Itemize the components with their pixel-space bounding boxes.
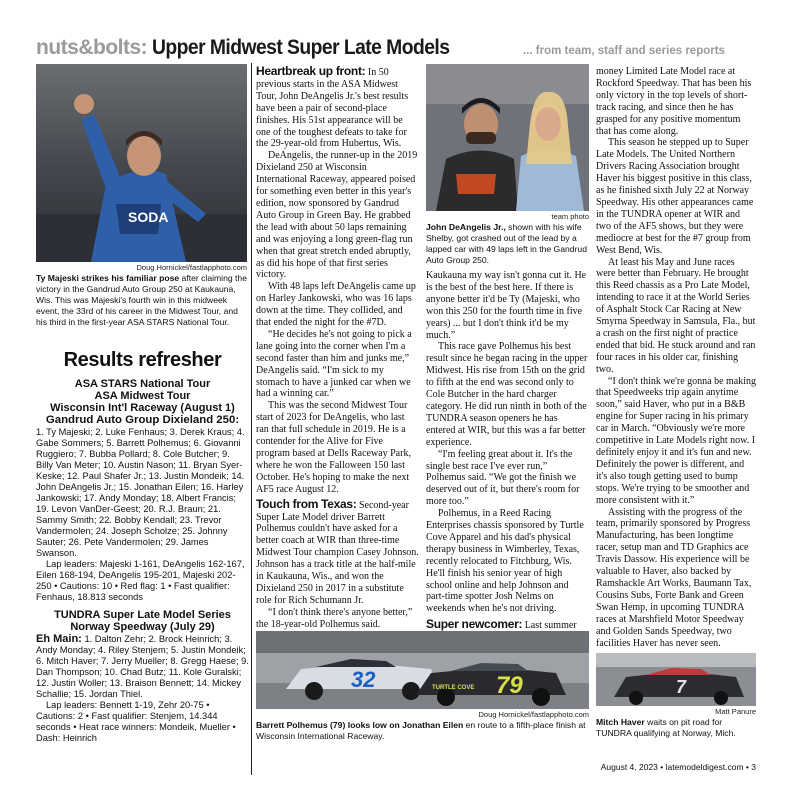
deangelis-photo bbox=[426, 64, 589, 211]
results-event1-leaders: Lap leaders: Majeski 1-161, DeAngelis 162-167, Eilen 168-194, DeAngelis 195-201, Majeski 202-250 • Cautions: 10 • Red flag: 1 • Fast qualifier: Fenhaus, 18.813 seconds bbox=[36, 559, 245, 602]
col4-para-5: Assisting with the progress of the team, primarily sponsored by Progress Manufacturing, has been longtime racer, setup man and TD Graphics ace Travis Dassow. His experience will be valuable to Haver, also backed by Ramshackle Art Works, Baumann Tax, Cousins Subs, Forte Bank and Green Swan Hemp, in upcoming TUNDRA races at Marshfield Motor Speedway and Golden Sands Speedway, two facilities Haver has never seen. bbox=[596, 506, 752, 649]
majeski-caption-text: after claiming the victory in the Gandrud Auto Group 250 at Kaukauna, Wis. This was Majeski's fourth win in this midweek event, the 33rd of his career in the Midwest Tour, and his third in the first-year ASA STARS National Tour. bbox=[36, 273, 247, 327]
results-event2-body bbox=[36, 633, 249, 744]
results-event2-finish: 1. Dalton Zehr; 2. Brock Heinrich; 3. Andy Monday; 4. Riley Stenjem; 5. Justin Mondeik; 6. Mitch Haver; 7. Jerry Mueller; 8. Gregg Haese; 9. Dan Thompson; 10. Chad Butz; 11. Kole Guralski; 12. Justin Woller; 13. Braison Bennett; 14. Mickey Schallie; 15. Jordan Thiel. bbox=[36, 634, 249, 699]
results-event1-body bbox=[36, 427, 249, 603]
deangelis-photo-image bbox=[426, 64, 589, 211]
cars-photo-credit: Doug Hornickel/fastlapphoto.com bbox=[478, 710, 589, 719]
heartbreak-para-3: With 48 laps left DeAngelis came up on Harley Jankowski, who was 16 laps down at the time. They collided, and that ended the night for the #7D. bbox=[256, 281, 416, 329]
haver-photo-credit: Matt Panure bbox=[715, 707, 756, 716]
col4-para-1: money Limited Late Model race at Rockford Speedway. That has been his only victory in the top levels of short-track racing, and since then he has grasped for any positive momentum that has come along. bbox=[596, 66, 752, 137]
haver-caption-bold: Mitch Haver bbox=[596, 717, 645, 727]
deangelis-photo-credit: team photo bbox=[551, 212, 589, 221]
col3-para-2: This race gave Polhemus his best result since he began racing in the upper Midwest. His rise from 15th on the grid to fifth at the end was second only to Cole Butcher in the hard charger category. He did run ninth in both of the TUNDRA season openers he has entered at WIR, but this was a far better experience. bbox=[426, 341, 588, 448]
heartbreak-para-4: “He decides he's not going to pick a lane going into the corner when I'm a second faster than him and junks me,” DeAngelis said. “I'm sick to my stomach to have a junked car when we had a winning car.” bbox=[256, 328, 412, 400]
haver-car-number: 7 bbox=[676, 677, 687, 697]
deangelis-caption bbox=[426, 222, 592, 266]
results-heading-norway: Norway Speedway (July 29) bbox=[70, 621, 215, 633]
deangelis-caption-text: shown with his wife Shelby, got crashed out of the lead by a lapped car with 49 laps left in the Gandrud Auto Group 250. bbox=[426, 222, 587, 265]
deangelis-caption-bold: John DeAngelis Jr., bbox=[426, 222, 506, 232]
page-header bbox=[36, 36, 756, 60]
majeski-photo-credit: Doug Hornickel/fastlapphoto.com bbox=[136, 263, 247, 272]
majeski-photo bbox=[36, 64, 247, 262]
page-title: Upper Midwest Super Late Models bbox=[152, 36, 450, 59]
results-event1-headings bbox=[36, 378, 249, 426]
heartbreak-heading: Heartbreak up front: bbox=[256, 64, 366, 78]
page-footer: August 4, 2023 • latemodeldigest.com • 3 bbox=[600, 762, 756, 772]
heartbreak-para-2: DeAngelis, the runner-up in the 2019 Dixieland 250 at Wisconsin International Raceway, appeared poised for something even better in this year's edition, now sponsored by Gandrud Auto Group in Green Bay. He grabbed the lead with about 50 laps remaining and was enjoying a long green-flag run when that great stretch ended abruptly, as did his hope of that first series victory. bbox=[256, 150, 418, 281]
cars-photo-image bbox=[256, 631, 589, 709]
touch-text-1: Second-year Super Late Model driver Barrett Polhemus couldn't have asked for a better coach at WIR than three-time Midwest Tour champion Casey Johnson. Johnson has a track title at the half-mile in Kaukauna, Wis., and won the Dixieland 250 in 2017 in a substitute role for Rich Schumann Jr. bbox=[256, 499, 419, 606]
haver-caption-text: waits on pit road for TUNDRA qualifying at Norway, Mich. bbox=[596, 717, 736, 738]
results-event2-leaders: Lap leaders: Bennett 1-19, Zehr 20-75 • Cautions: 2 • Fast qualifier: Stenjem, 14.344 seconds • Heat race winners: Mondeik, Mueller • Dash: Heinrich bbox=[36, 700, 236, 743]
col3-para-4: Polhemus, in a Reed Racing Enterprises chassis sponsored by Turtle Cove Apparel and his dad's physical therapy business in Wimberley, Texas, recently relocated to Fitchburg, Wis. He'll finish his senior year of high school online and help Johnson and part-time spotter Josh Nelms on weekends when he's not driving. bbox=[426, 508, 584, 615]
heartbreak-para-5: This was the second Midwest Tour start of 2023 for DeAngelis, who last ran that full schedule in 2019. He is a contender for the Alive for Five program based at Dells Raceway Park, where he won the Falloween 150 last October. He's hoping to make the next AF5 race August 12. bbox=[256, 400, 411, 495]
header-tagline: ... from team, staff and series reports bbox=[523, 45, 725, 57]
results-event1-finish: 1. Ty Majeski; 2. Luke Fenhaus; 3. Derek Kraus; 4. Gabe Sommers; 5. Barrett Polhemus; 6. Giovanni Ruggiero; 7. Bubba Pollard; 8. Cole Butcher; 9. Billy Van Meter; 10. Austin Nason; 11. Bryan Syer-Keske; 12. Paul Shafer Jr.; 13. Justin Mondeik; 14. John DeAngelis Jr.; 15. Jonathan Eilen; 16. Harley Jankowski; 17. Andy Monday; 18. Albert Francis; 19. Levon VanDer-Geest; 20. R.J. Braun; 21. Sammy Smith; 22. Bobby Kendall; 23. Trevor Vandermolen; 24. Joseph Scholze; 25. Johnny Sauter; 26. Pete Vandermolen; 29. James Swanson. bbox=[36, 427, 245, 558]
newcomer-text-1: Last summer bbox=[524, 620, 577, 632]
story-column-2 bbox=[256, 66, 419, 666]
story-column-3 bbox=[426, 270, 589, 644]
majeski-caption bbox=[36, 273, 249, 328]
story-column-4 bbox=[596, 66, 756, 649]
heartbreak-para-1 bbox=[256, 66, 419, 150]
col4-para-2: This season he stepped up to Super Late Models. The United Northern Drivers Racing Association brought Haver his biggest positive in this class, as he finished sixth July 22 at Norway Speedway. His other appearances came in the TUNDRA opener at WIR and two of the AF5 shows, but they were mediocre at best for the #7 group from West Bend, Wis. bbox=[596, 137, 754, 256]
results-heading-tundra: TUNDRA Super Late Model Series bbox=[54, 609, 231, 621]
col4-para-3: At least his May and June races were better than February. He brought this Reed chassis as a Pro Late Model, intending to race it at the World Series of Asphalt Stock Car Racing at New Smyrna Speedway in Samsula, Fla., but a crash on the first night of practice ended that bid. He stuck around and ran four races in his older car, finishing two. bbox=[596, 256, 756, 375]
results-event2-finish-para bbox=[36, 633, 249, 700]
results-heading-tour: ASA Midwest Tour bbox=[94, 390, 191, 402]
results-event2-main-label: Eh Main: bbox=[36, 633, 82, 645]
heartbreak-text-1: In 50 previous starts in the ASA Midwest Tour, John DeAngelis Jr.'s best results have been a pair of second-place finishes. His 51st appearance will be one of the toughest defeats to take for the 29-year-old from Hubertus, Wis. bbox=[256, 67, 409, 150]
cars-caption-bold: Barrett Polhemus (79) looks low on Jonathan Eilen bbox=[256, 720, 464, 730]
haver-photo bbox=[596, 653, 756, 706]
cars-caption bbox=[256, 720, 590, 742]
results-heading-track: Wisconsin Int'l Raceway (August 1) bbox=[50, 402, 235, 414]
car-79-sponsor: TURTLE COVE bbox=[432, 685, 475, 691]
svg-text:SODA: SODA bbox=[128, 209, 169, 225]
touch-heading: Touch from Texas: bbox=[256, 496, 357, 511]
results-heading-race: Gandrud Auto Group Dixieland 250: bbox=[45, 414, 240, 426]
results-heading-series: ASA STARS National Tour bbox=[74, 378, 211, 390]
newcomer-heading: Super newcomer: bbox=[426, 617, 523, 632]
majeski-caption-bold: Ty Majeski strikes his familiar pose bbox=[36, 273, 180, 283]
touch-para-2: “I don't think there's anyone better,” the 18-year-old Polhemus said. bbox=[256, 606, 413, 630]
results-event2-headings bbox=[36, 609, 249, 633]
haver-caption bbox=[596, 717, 758, 739]
haver-photo-image bbox=[596, 653, 756, 706]
col3-para-1: Kaukauna my way isn't gonna cut it. He is the best of the best here. If there is anyone better it'd be Ty (Majeski, who won this 250 for the fourth time in five years) ... but I don't think it'd be my much.” bbox=[426, 270, 587, 341]
car-79-number: 79 bbox=[496, 672, 523, 699]
cars-caption-text: en route to a fifth-place finish at Wisconsin International Raceway. bbox=[256, 720, 586, 741]
section-brand: nuts&bolts: bbox=[36, 36, 148, 59]
col4-para-4: “I don't think we're gonna be making that Speedweeks trip again anytime soon,” said Haver, who put in a B&B engine for Super racing in his primary car in March. “Obviously we're more competitive in Late Models right now. I definitely enjoy it and it's fun and new. Definitely the power is different, and it's also tough getting used to bump stops. We're trying to be smoother and more consistent with it.” bbox=[596, 375, 757, 506]
touch-para-1 bbox=[256, 496, 419, 607]
car-32-number: 32 bbox=[351, 667, 376, 692]
results-title: Results refresher bbox=[63, 349, 222, 371]
cars-photo bbox=[256, 631, 589, 709]
column-divider bbox=[251, 63, 252, 775]
majeski-photo-image bbox=[36, 64, 247, 262]
col3-para-3: “I'm feeling great about it. It's the single best race I've ever run,” Polhemus said. “We got the finish we deserved out of it, but there's room for more too.” bbox=[426, 448, 580, 508]
